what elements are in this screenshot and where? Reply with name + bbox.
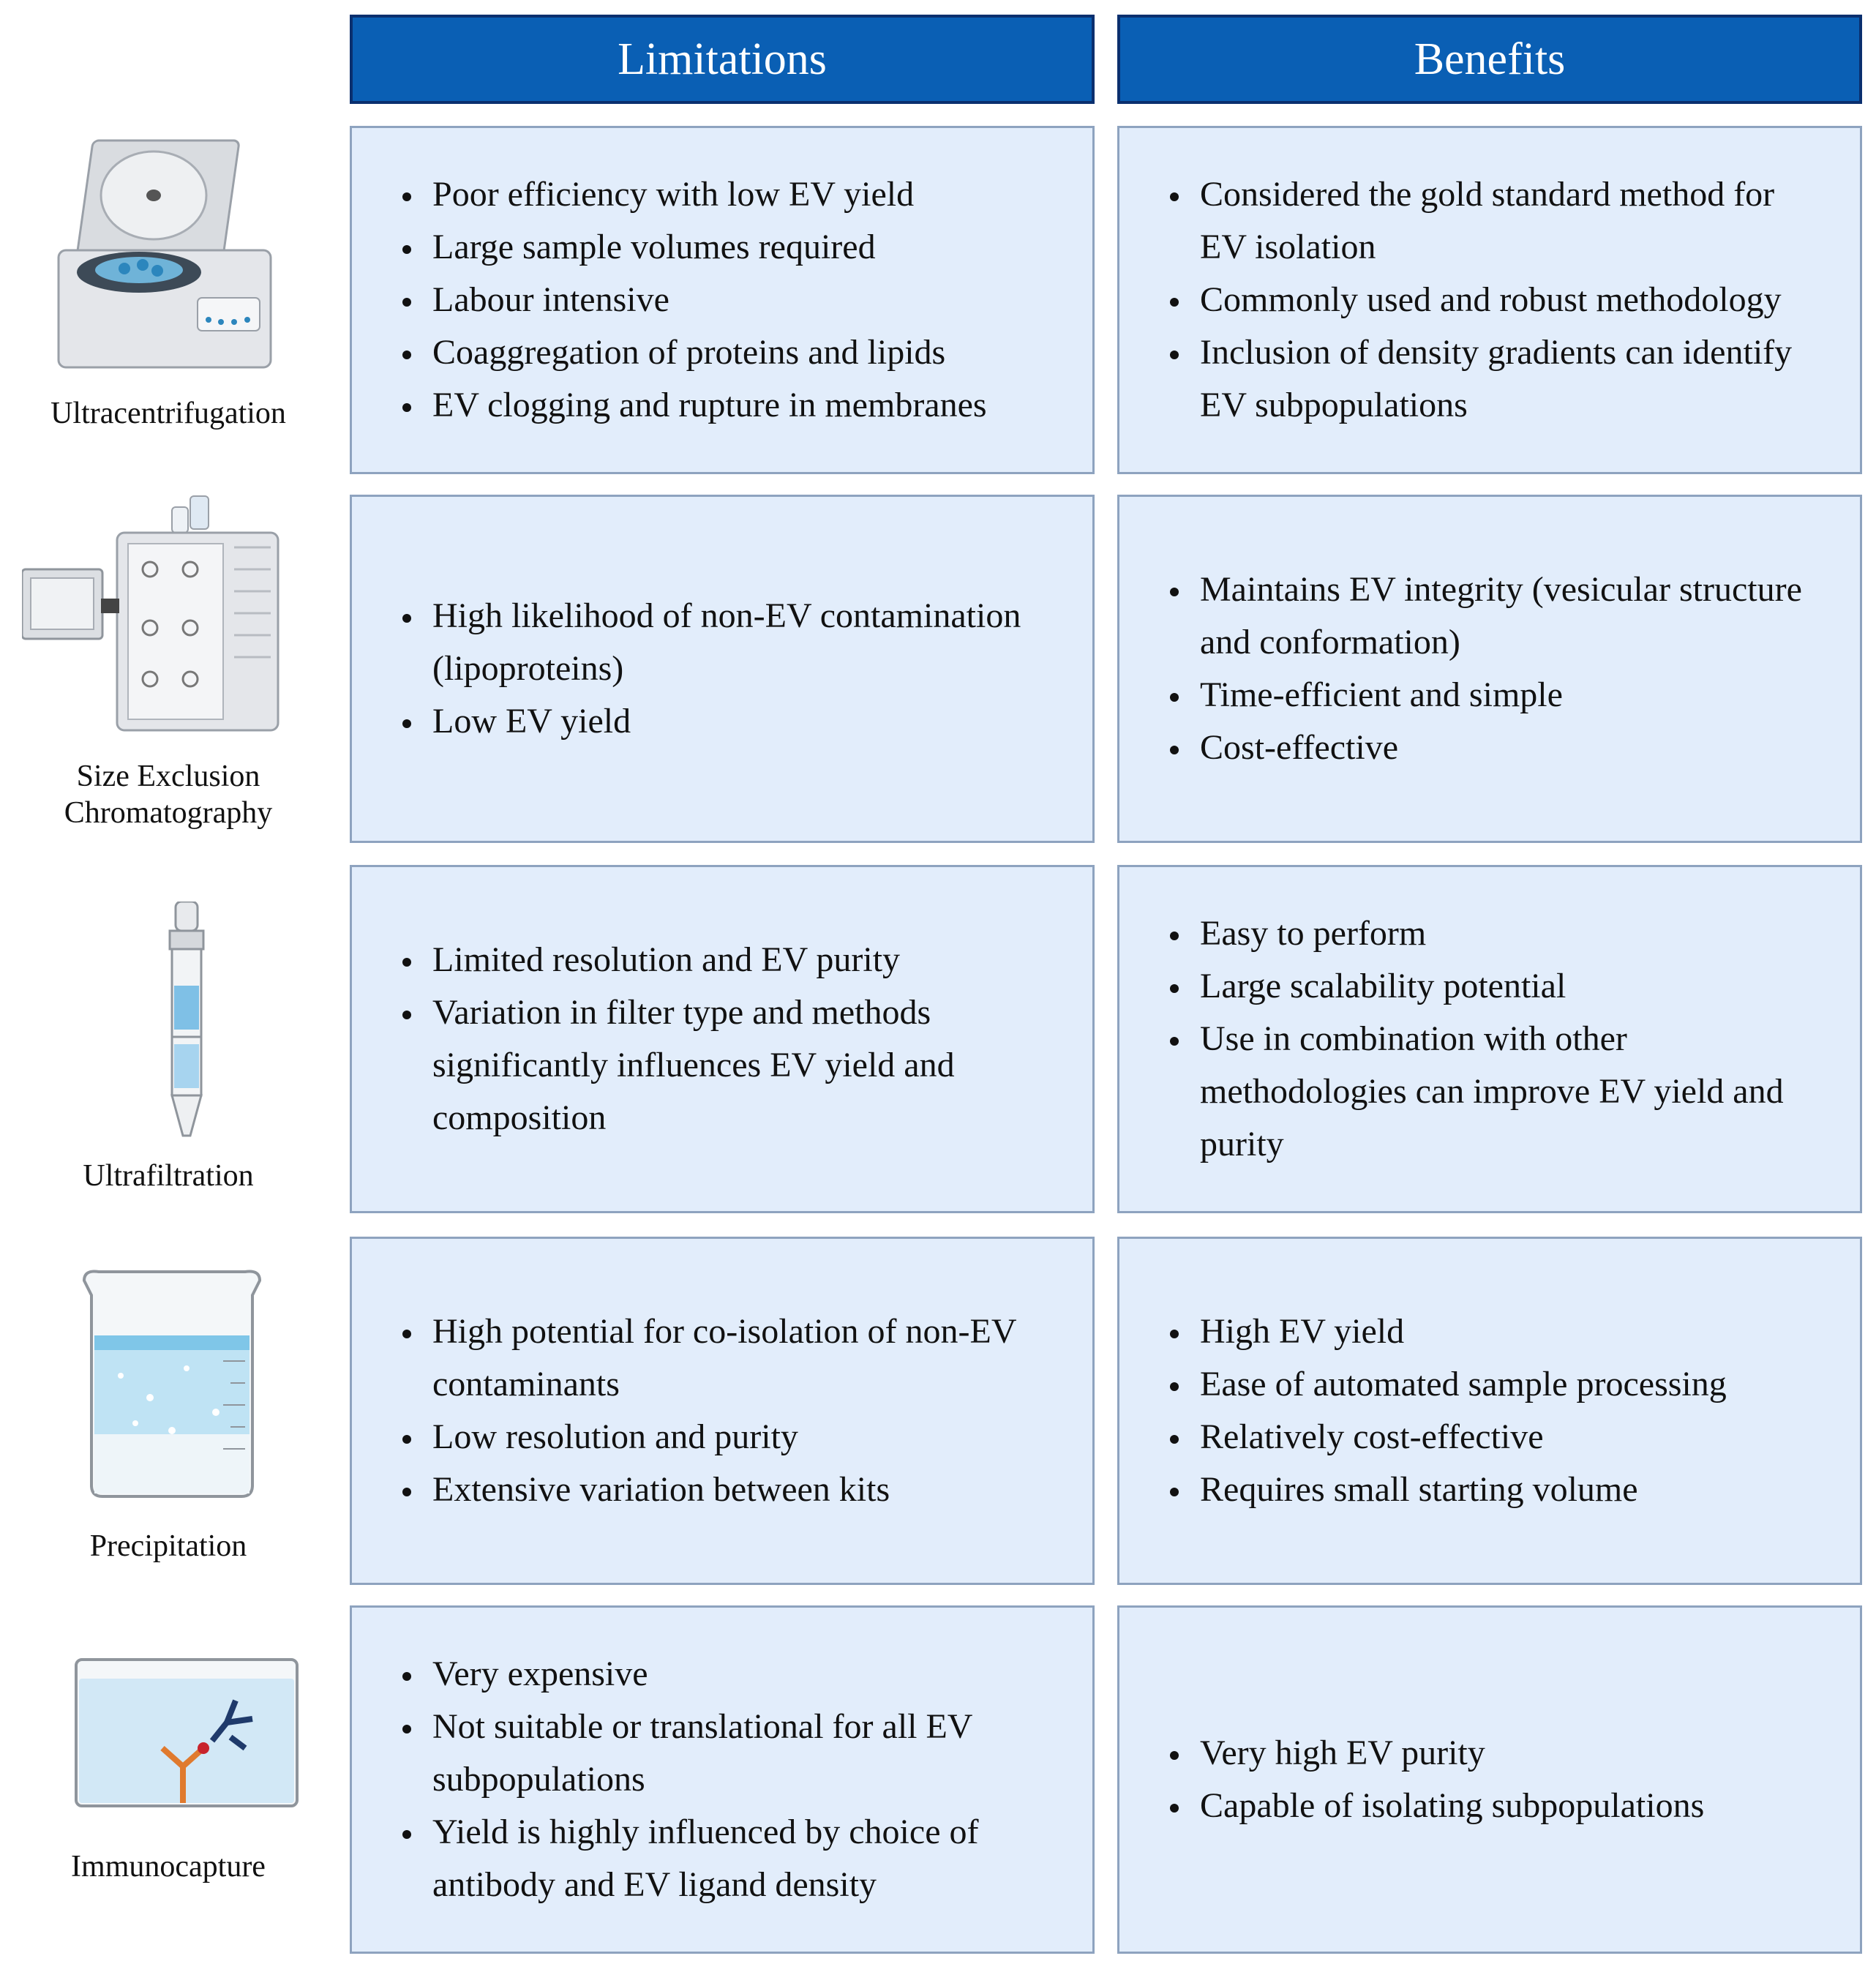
limitations-list bbox=[389, 168, 987, 432]
method-label: Ultracentrifugation bbox=[50, 397, 286, 430]
list-item: • Yield is highly influenced by choice of antibody and EV ligand density bbox=[425, 1806, 1048, 1911]
method-size-exclusion-chromatography bbox=[0, 495, 344, 843]
benefits-cell bbox=[1117, 865, 1862, 1213]
method-row-precipitation bbox=[0, 1237, 1876, 1585]
list-item: • Not suitable or translational for all EV subpopulations bbox=[425, 1701, 1048, 1806]
list-item: • Easy to perform bbox=[1193, 907, 1816, 960]
method-row-ultrafiltration bbox=[0, 865, 1876, 1213]
list-item: • Variation in filter type and methods significantly influences EV yield and composition bbox=[425, 986, 1048, 1144]
list-item: • Poor efficiency with low EV yield bbox=[425, 168, 987, 221]
list-item: • Considered the gold standard method for EV isolation bbox=[1193, 168, 1816, 274]
limitations-cell bbox=[350, 126, 1095, 474]
list-item: • Time-efficient and simple bbox=[1193, 669, 1816, 721]
list-item: • Very high EV purity bbox=[1193, 1727, 1704, 1780]
method-label: Immunocapture bbox=[71, 1850, 266, 1884]
benefits-cell bbox=[1117, 1605, 1862, 1954]
list-item: • High likelihood of non-EV contamination (lipoproteins) bbox=[425, 590, 1048, 695]
list-item: • Extensive variation between kits bbox=[425, 1463, 1048, 1516]
list-item: • Maintains EV integrity (vesicular structure and conformation) bbox=[1193, 563, 1816, 669]
list-item: • Low EV yield bbox=[425, 695, 1048, 748]
list-item: • Limited resolution and EV purity bbox=[425, 934, 1048, 986]
chromatography-system-icon bbox=[22, 489, 285, 738]
benefits-list bbox=[1156, 1305, 1727, 1516]
list-item: • High EV yield bbox=[1193, 1305, 1727, 1358]
list-item: • Large sample volumes required bbox=[425, 221, 987, 274]
benefits-list bbox=[1156, 1727, 1704, 1832]
limitations-list bbox=[389, 1305, 1048, 1516]
limitations-list bbox=[389, 1648, 1048, 1911]
method-immunocapture bbox=[0, 1605, 344, 1954]
method-row-ultracentrifugation bbox=[0, 126, 1876, 474]
method-row-size-exclusion-chromatography bbox=[0, 495, 1876, 843]
limitations-header: Limitations bbox=[350, 15, 1095, 104]
benefits-list bbox=[1156, 907, 1816, 1171]
benefits-cell bbox=[1117, 495, 1862, 843]
list-item: • Commonly used and robust methodology bbox=[1193, 274, 1816, 326]
list-item: • High potential for co-isolation of non-EV contaminants bbox=[425, 1305, 1048, 1411]
limitations-list bbox=[389, 934, 1048, 1144]
limitations-cell bbox=[350, 1605, 1095, 1954]
method-precipitation bbox=[0, 1237, 344, 1585]
benefits-cell bbox=[1117, 126, 1862, 474]
list-item: • Use in combination with other methodologies can improve EV yield and purity bbox=[1193, 1013, 1816, 1171]
antibody-well-icon bbox=[73, 1657, 300, 1810]
limitations-cell bbox=[350, 865, 1095, 1213]
list-item: • Relatively cost-effective bbox=[1193, 1411, 1727, 1463]
list-item: • EV clogging and rupture in membranes bbox=[425, 379, 987, 432]
method-row-immunocapture bbox=[0, 1605, 1876, 1954]
list-item: • Coaggregation of proteins and lipids bbox=[425, 326, 987, 379]
list-item: • Cost-effective bbox=[1193, 721, 1816, 774]
benefits-list bbox=[1156, 563, 1816, 774]
method-ultracentrifugation bbox=[0, 126, 344, 474]
benefits-list bbox=[1156, 168, 1816, 432]
method-label: Size Exclusion Chromatography bbox=[64, 760, 273, 830]
list-item: • Large scalability potential bbox=[1193, 960, 1816, 1013]
beaker-icon bbox=[77, 1266, 267, 1500]
limitations-cell bbox=[350, 1237, 1095, 1585]
method-ultrafiltration bbox=[0, 865, 344, 1213]
benefits-cell bbox=[1117, 1237, 1862, 1585]
list-item: • Ease of automated sample processing bbox=[1193, 1358, 1727, 1411]
benefits-header: Benefits bbox=[1117, 15, 1862, 104]
method-label: Precipitation bbox=[89, 1529, 247, 1563]
limitations-cell bbox=[350, 495, 1095, 843]
limitations-list bbox=[389, 590, 1048, 748]
list-item: • Capable of isolating subpopulations bbox=[1193, 1780, 1704, 1832]
method-label: Ultrafiltration bbox=[83, 1159, 254, 1193]
list-item: • Very expensive bbox=[425, 1648, 1048, 1701]
list-item: • Labour intensive bbox=[425, 274, 987, 326]
list-item: • Requires small starting volume bbox=[1193, 1463, 1727, 1516]
filter-tube-icon bbox=[161, 902, 212, 1143]
centrifuge-icon bbox=[51, 126, 285, 375]
list-item: • Inclusion of density gradients can identify EV subpopulations bbox=[1193, 326, 1816, 432]
list-item: • Low resolution and purity bbox=[425, 1411, 1048, 1463]
